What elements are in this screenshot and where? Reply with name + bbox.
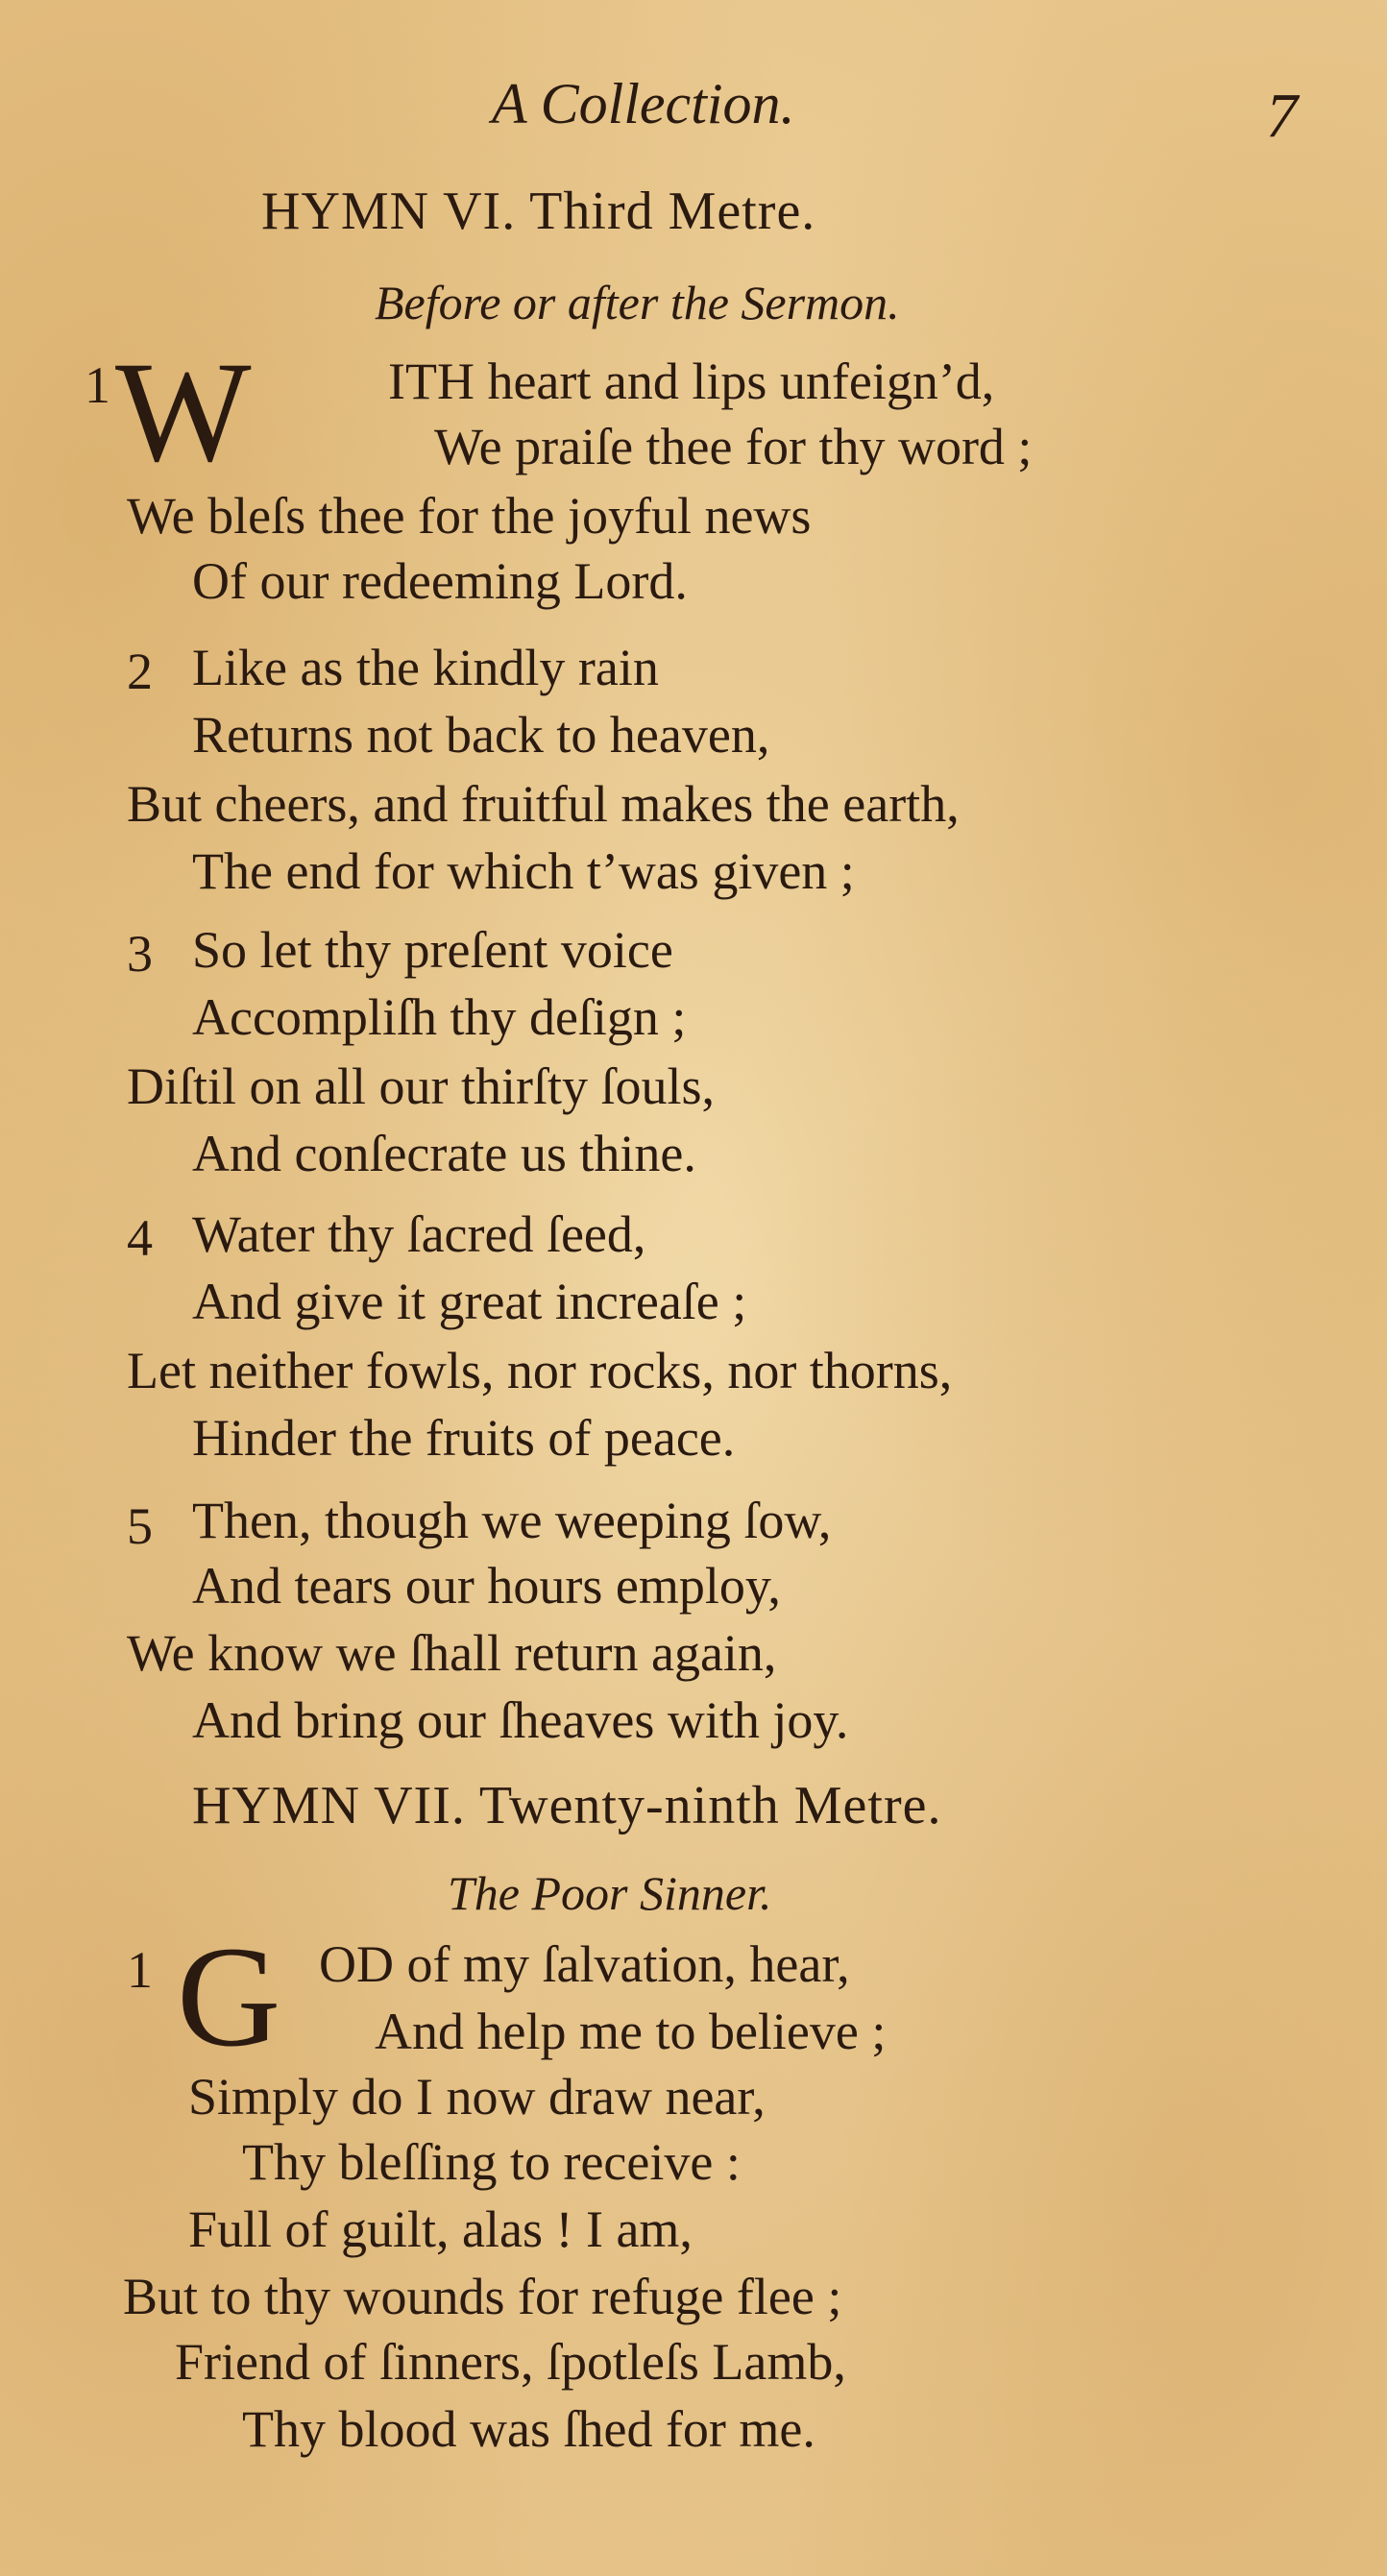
verse-line: Simply do I now draw near, <box>188 2068 766 2126</box>
verse-number: 4 <box>127 1209 153 1267</box>
verse-number: 3 <box>127 925 153 983</box>
drop-cap: W <box>115 332 252 492</box>
hymn-6-heading: HYMN VI. Third Metre. <box>261 182 816 241</box>
verse-line: Let neither fowls, nor rocks, nor thorns, <box>127 1342 953 1399</box>
verse-line: Hinder the fruits of peace. <box>192 1409 736 1467</box>
verse-line: Thy bleſſing to receive : <box>242 2133 741 2191</box>
verse-line: And tears our hours employ, <box>192 1557 781 1615</box>
verse-line: We praiſe thee for thy word ; <box>434 418 1033 475</box>
drop-cap: G <box>177 1917 281 2077</box>
page-number: 7 <box>1266 81 1298 151</box>
running-header: A Collection. <box>492 72 795 135</box>
verse-line: Thy blood was ſhed for me. <box>242 2400 815 2458</box>
verse-line: Full of guilt, alas ! I am, <box>188 2200 693 2258</box>
verse-line: We bleſs thee for the joyful news <box>127 487 812 545</box>
verse-line: And give it great increaſe ; <box>192 1273 747 1330</box>
verse-line: But cheers, and fruitful makes the earth, <box>127 775 960 833</box>
verse-line: ITH heart and lips unfeign’d, <box>388 352 995 410</box>
hymn-7-occasion: The Poor Sinner. <box>448 1866 772 1920</box>
verse-line: Water thy ſacred ſeed, <box>192 1205 646 1263</box>
verse-number: 5 <box>127 1497 153 1555</box>
verse-number: 1 <box>127 1941 153 1999</box>
verse-line: The end for which t’was given ; <box>192 842 855 900</box>
verse-line: Of our redeeming Lord. <box>192 552 688 610</box>
verse-line: Like as the kindly rain <box>192 639 659 696</box>
verse-line: Diſtil on all our thirſty ſouls, <box>127 1057 715 1115</box>
verse-line: Then, though we weeping ſow, <box>192 1492 832 1549</box>
verse-line: And bring our ſheaves with joy. <box>192 1691 849 1749</box>
hymn-7-heading: HYMN VII. Twenty-ninth Metre. <box>192 1776 942 1835</box>
verse-line: Accompliſh thy deſign ; <box>192 988 687 1046</box>
hymn-6-occasion: Before or after the Sermon. <box>375 276 900 329</box>
verse-line: But to thy wounds for refuge flee ; <box>123 2268 842 2325</box>
verse-line: So let thy preſent voice <box>192 921 673 979</box>
verse-line: Returns not back to heaven, <box>192 706 770 764</box>
verse-line: Friend of ſinners, ſpotleſs Lamb, <box>175 2333 846 2391</box>
verse-line: OD of my ſalvation, hear, <box>319 1935 850 1993</box>
verse-number: 1 <box>85 356 110 414</box>
verse-line: We know we ſhall return again, <box>127 1624 777 1682</box>
verse-line: And help me to believe ; <box>375 2003 887 2060</box>
verse-number: 2 <box>127 643 153 700</box>
verse-line: And conſecrate us thine. <box>192 1125 696 1182</box>
